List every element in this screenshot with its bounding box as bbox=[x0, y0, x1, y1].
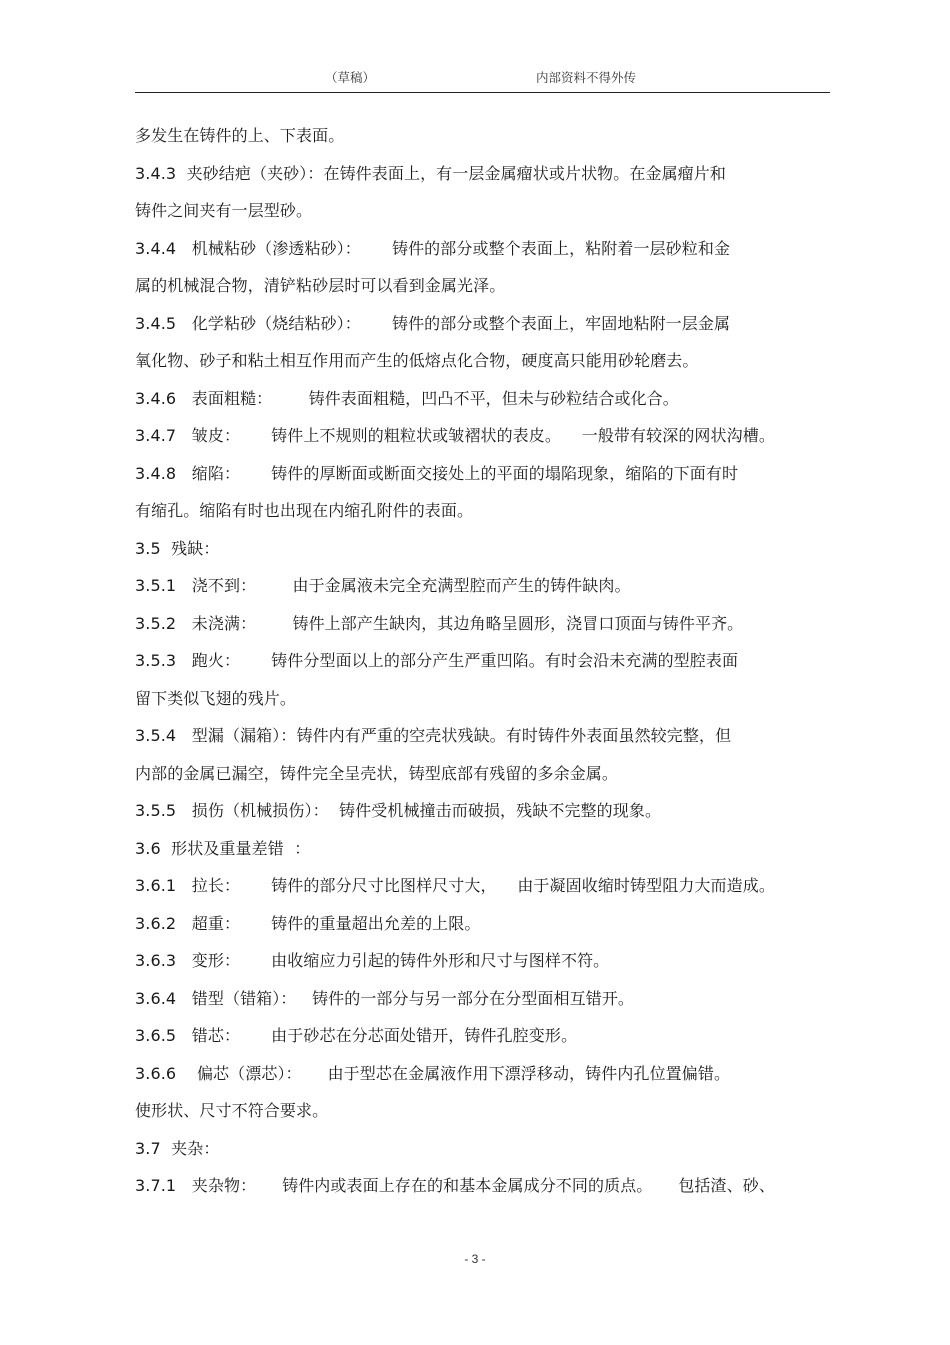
text-line: 氧化物、砂子和粘土相互作用而产生的低熔点化合物，硬度高只能用砂轮磨去。 bbox=[135, 351, 699, 370]
text-line: 铸件之间夹有一层型砂。 bbox=[135, 201, 313, 220]
text-line: 留下类似飞翅的残片。 bbox=[135, 689, 297, 708]
text-line: 内部的金属已漏空，铸件完全呈壳状，铸型底部有残留的多余金属。 bbox=[135, 764, 619, 783]
text-line: 有缩孔。缩陷有时也出现在内缩孔附件的表面。 bbox=[135, 501, 474, 520]
text-line: 3.4.5 化学粘砂（烧结粘砂）： 铸件的部分或整个表面上，牢固地粘附一层金属 bbox=[135, 314, 731, 333]
text-line: 3.5.4 型漏（漏箱）：铸件内有严重的空壳状残缺。有时铸件外表面虽然较完整，但 bbox=[135, 726, 732, 745]
text-line: 3.6.6 偏芯（漂芯）： 由于型芯在金属液作用下漂浮移动，铸件内孔位置偏错。 bbox=[135, 1064, 731, 1083]
page-header bbox=[135, 62, 830, 93]
text-line: 3.6.4 错型（错箱）： 铸件的一部分与另一部分在分型面相互错开。 bbox=[135, 989, 635, 1008]
section-heading: 3.5 残缺： bbox=[135, 539, 220, 558]
section-heading: 3.7 夹杂： bbox=[135, 1139, 220, 1158]
text-line: 3.4.7 皱皮： 铸件上不规则的粗粒状或皱褶状的表皮。 一般带有较深的网状沟槽。 bbox=[135, 426, 775, 445]
section-heading: 3.6 形状及重量差错 ： bbox=[135, 839, 311, 858]
text-line: 使形状、尺寸不符合要求。 bbox=[135, 1101, 329, 1120]
text-line: 3.5.2 未浇满： 铸件上部产生缺肉，其边角略呈圆形，浇冒口顶面与铸件平齐。 bbox=[135, 614, 744, 633]
text-line: 3.4.3 夹砂结疤（夹砂）：在铸件表面上，有一层金属瘤状或片状物。在金属瘤片和 bbox=[135, 164, 726, 183]
text-line: 3.5.1 浇不到： 由于金属液未完全充满型腔而产生的铸件缺肉。 bbox=[135, 576, 631, 595]
text-line: 3.4.4 机械粘砂（渗透粘砂）： 铸件的部分或整个表面上，粘附着一层砂粒和金 bbox=[135, 239, 731, 258]
page-number: - 3 - bbox=[464, 1252, 486, 1266]
text-line: 3.7.1 夹杂物： 铸件内或表面上存在的和基本金属成分不同的质点。 包括渣、砂、 bbox=[135, 1176, 775, 1195]
text-line: 3.4.6 表面粗糙： 铸件表面粗糙，凹凸不平，但未与砂粒结合或化合。 bbox=[135, 389, 679, 408]
text-line: 3.6.2 超重： 铸件的重量超出允差的上限。 bbox=[135, 914, 481, 933]
text-line: 属的机械混合物，清铲粘砂层时可以看到金属光泽。 bbox=[135, 276, 506, 295]
text-line: 3.5.3 跑火： 铸件分型面以上的部分产生严重凹陷。有时会沿未充满的型腔表面 bbox=[135, 651, 739, 670]
header-draft-label: （草稿） bbox=[325, 70, 376, 85]
text-line: 3.4.8 缩陷： 铸件的厚断面或断面交接处上的平面的塌陷现象，缩陷的下面有时 bbox=[135, 464, 739, 483]
text-line: 多发生在铸件的上、下表面。 bbox=[135, 126, 345, 145]
text-line: 3.5.5 损伤（机械损伤）： 铸件受机械撞击而破损，残缺不完整的现象。 bbox=[135, 801, 662, 820]
text-line: 3.6.5 错芯： 由于砂芯在分芯面处错开，铸件孔腔变形。 bbox=[135, 1026, 578, 1045]
text-line: 3.6.1 拉长： 铸件的部分尺寸比图样尺寸大， 由于凝固收缩时铸型阻力大而造成。 bbox=[135, 876, 775, 895]
text-line: 3.6.3 变形： 由收缩应力引起的铸件外形和尺寸与图样不符。 bbox=[135, 951, 610, 970]
header-confidential-label: 内部资料不得外传 bbox=[536, 70, 637, 85]
